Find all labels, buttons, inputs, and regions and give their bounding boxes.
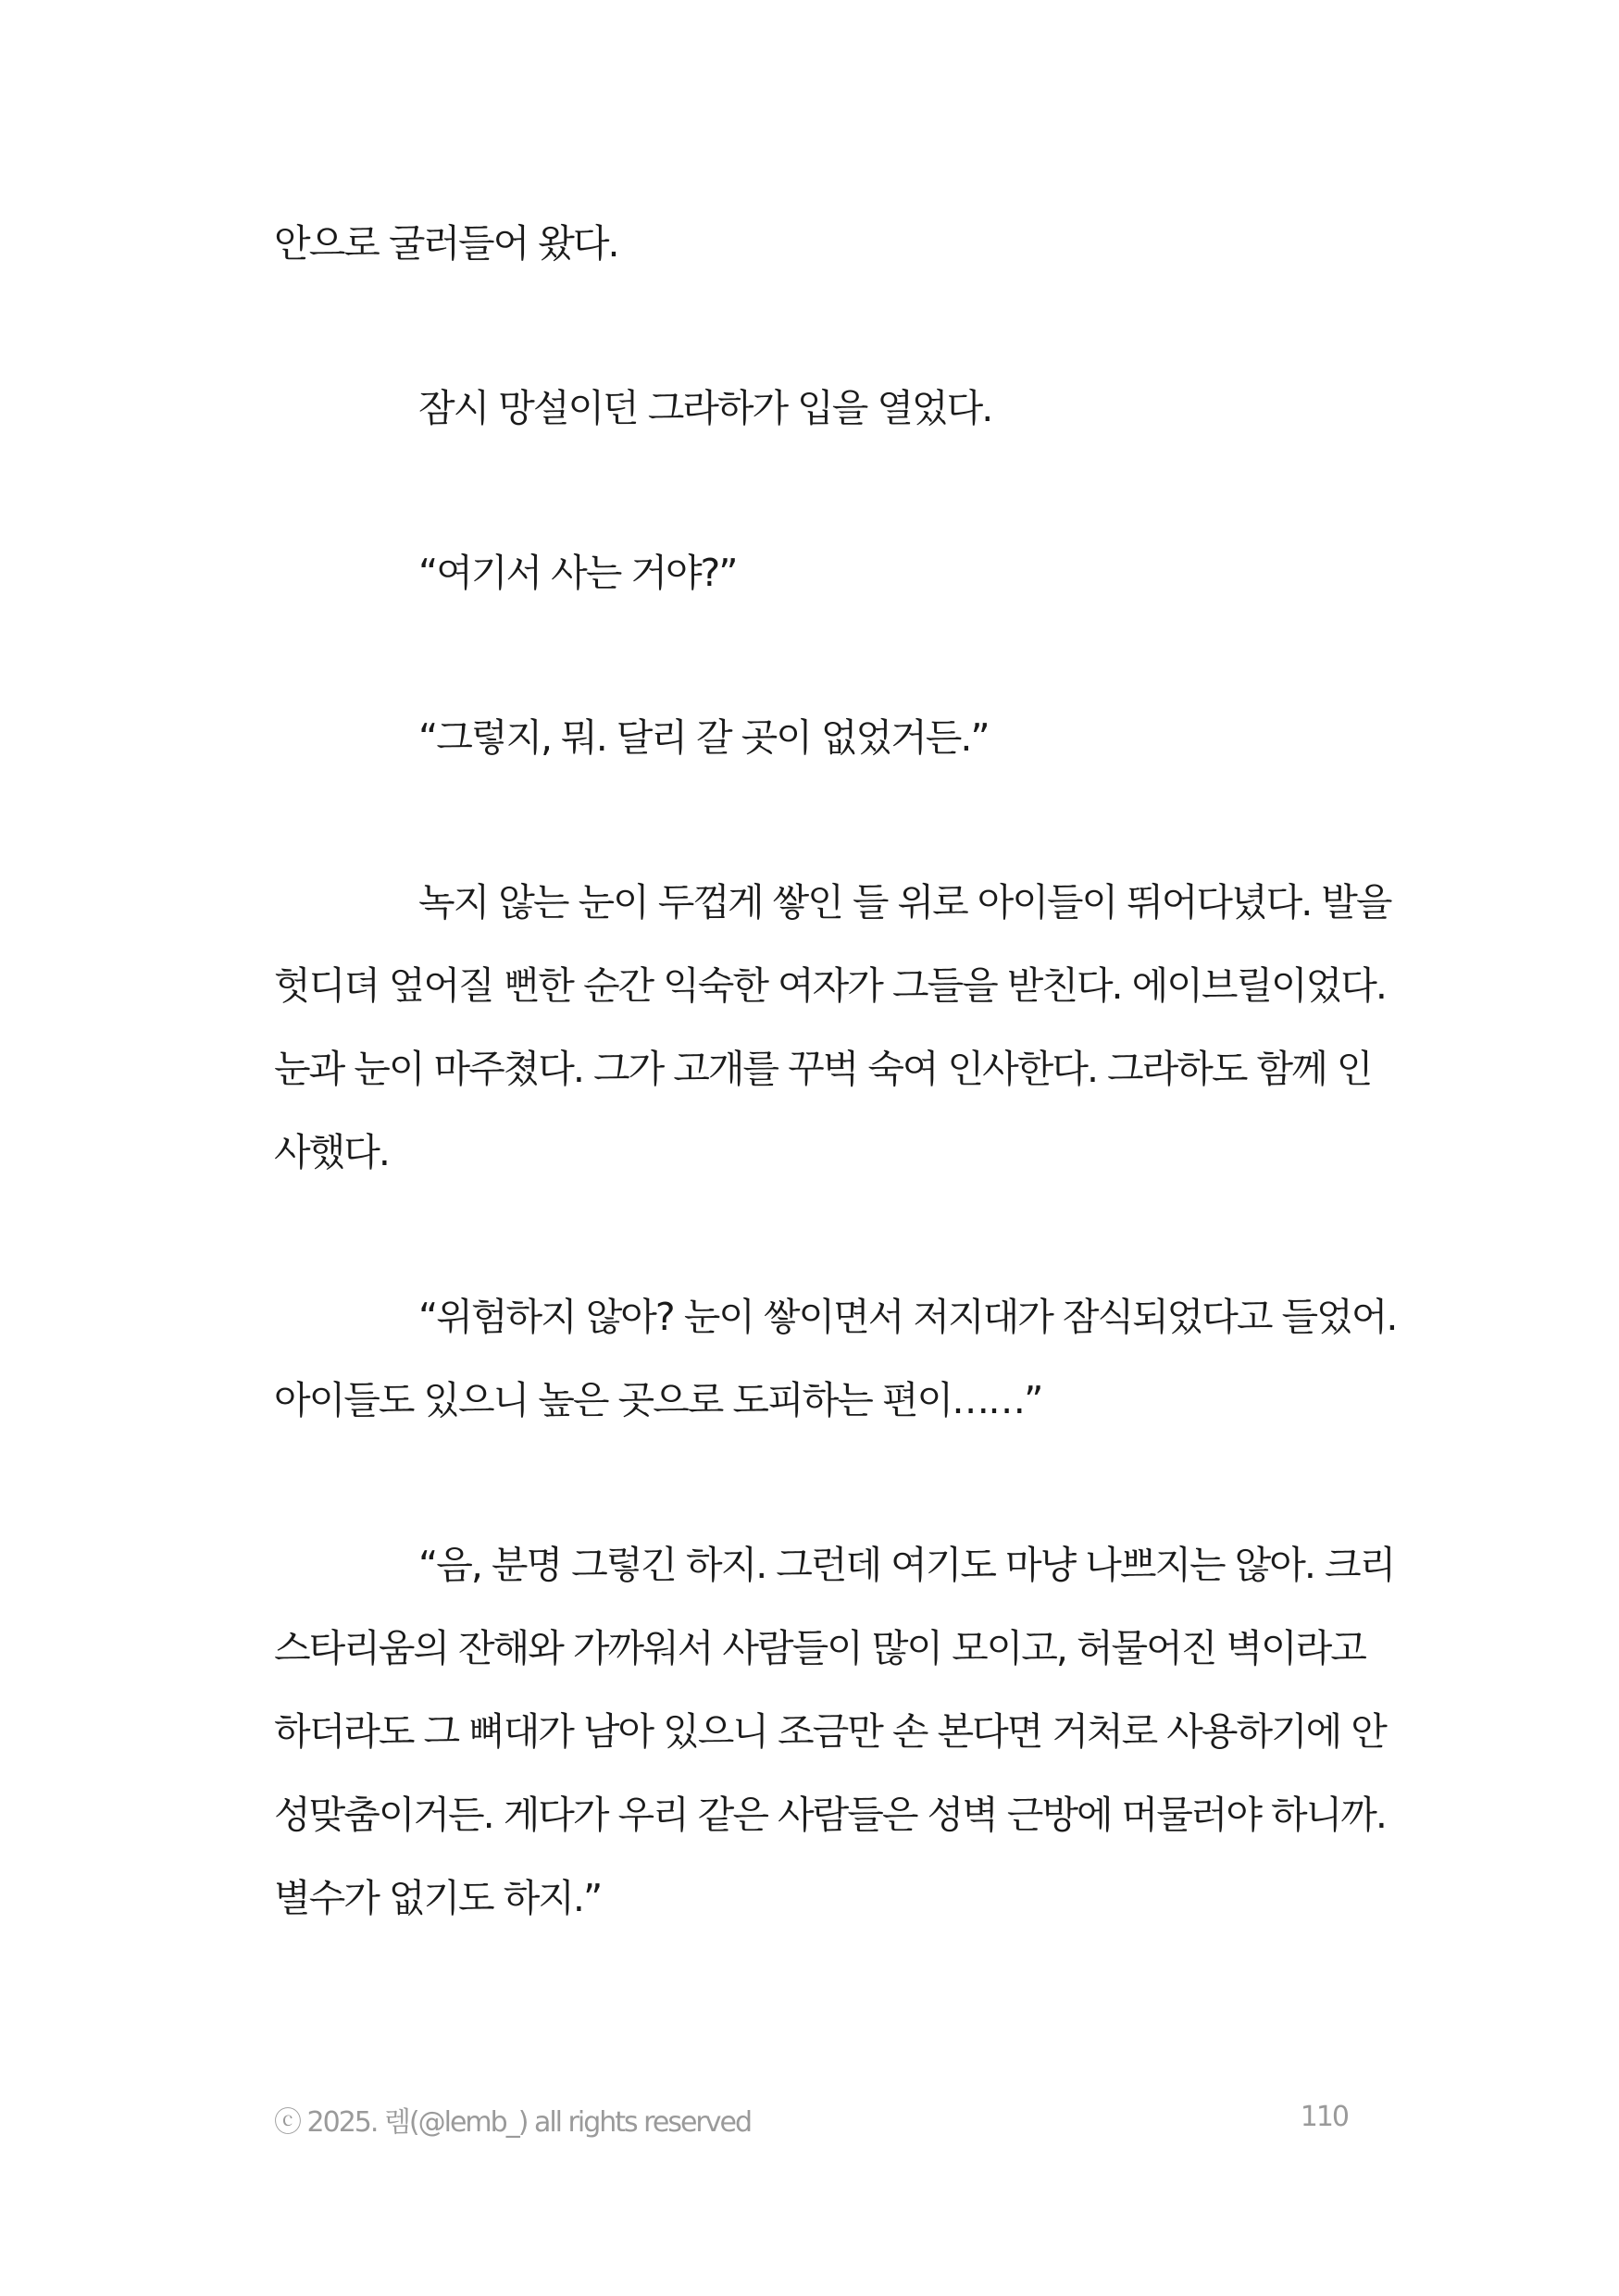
text-line: 하더라도 그 뼈대가 남아 있으니 조금만 손 본다면 거처로 사용하기에 안 xyxy=(274,1709,1386,1754)
text-line: 사했다. xyxy=(274,1130,389,1174)
text-line: 눈과 눈이 마주쳤다. 그가 고개를 꾸벅 숙여 인사한다. 그라하도 함께 인 xyxy=(274,1047,1372,1091)
dialogue-paragraph xyxy=(274,1523,1395,1940)
text-line: 녹지 않는 눈이 두껍게 쌓인 들 위로 아이들이 뛰어다녔다. 발을 xyxy=(418,880,1391,925)
page-body xyxy=(274,202,1397,2021)
paragraph xyxy=(274,366,1348,450)
paragraph xyxy=(274,861,1391,1194)
text-line: 안으로 굴러들어 왔다. xyxy=(274,221,618,266)
text-line: 아이들도 있으니 높은 곳으로 도피하는 편이……” xyxy=(274,1378,1042,1422)
dialogue-paragraph xyxy=(274,531,1348,614)
page-footer xyxy=(274,2099,1348,2145)
text-line: “음, 분명 그렇긴 하지. 그런데 여기도 마냥 나쁘지는 않아. 크리 xyxy=(418,1543,1395,1587)
dialogue-paragraph xyxy=(274,1275,1397,1442)
text-line: “위험하지 않아? 눈이 쌓이면서 저지대가 잠식되었다고 들었어. xyxy=(418,1295,1397,1339)
text-line: “그렇지, 뭐. 달리 갈 곳이 없었거든.” xyxy=(418,715,989,760)
text-line: 별수가 없기도 하지.” xyxy=(274,1876,602,1920)
dialogue-paragraph xyxy=(274,696,1348,779)
text-line: 헛디뎌 엎어질 뻔한 순간 익숙한 여자가 그들을 받친다. 에이브릴이었다. xyxy=(274,963,1386,1008)
page-number: 110 xyxy=(1300,2101,1348,2133)
text-line: 스타리움의 잔해와 가까워서 사람들이 많이 모이고, 허물어진 벽이라고 xyxy=(274,1626,1365,1670)
text-line: 성맞춤이거든. 게다가 우리 같은 사람들은 성벽 근방에 머물러야 하니까. xyxy=(274,1793,1386,1837)
paragraph xyxy=(274,202,1348,285)
text-line: “여기서 사는 거야?” xyxy=(418,551,737,595)
text-line: 잠시 망설이던 그라하가 입을 열었다. xyxy=(418,386,992,430)
copyright-notice: ⓒ 2025. 렘(@lemb_) all rights reserved xyxy=(274,2106,751,2139)
